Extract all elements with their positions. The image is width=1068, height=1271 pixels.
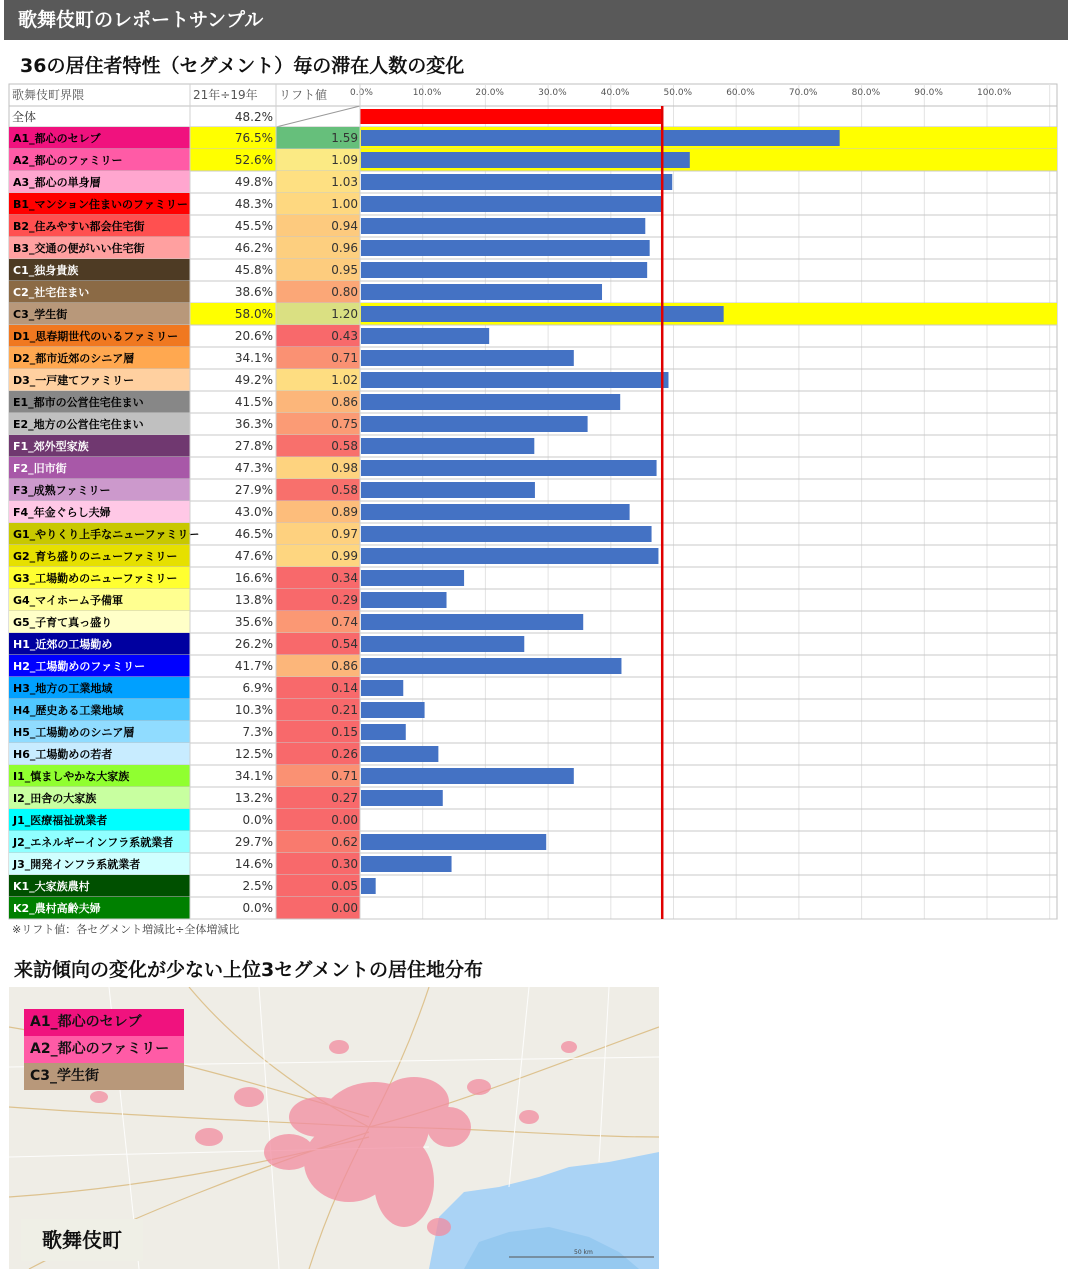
x-tick-label: 90.0%	[914, 88, 943, 98]
segment-lift: 0.43	[331, 329, 358, 343]
x-tick-label: 20.0%	[475, 88, 504, 98]
segment-name: I1_慎ましやかな大家族	[13, 770, 130, 783]
segment-ratio: 6.9%	[242, 681, 273, 695]
segment-name: D2_都市近郊のシニア層	[13, 352, 135, 365]
segment-bar	[361, 130, 840, 146]
segment-lift: 0.30	[331, 857, 358, 871]
segment-name: A2_都心のファミリー	[13, 154, 123, 167]
segment-bar	[361, 196, 663, 212]
segment-ratio: 36.3%	[234, 417, 273, 431]
segment-bar	[361, 240, 650, 256]
segment-name: F1_郊外型家族	[13, 440, 89, 453]
segment-lift: 0.86	[331, 659, 358, 673]
map-scale-label: 50 km	[574, 1249, 593, 1256]
segment-bar	[361, 746, 438, 762]
segment-name: A3_都心の単身層	[13, 176, 101, 189]
total-bar	[360, 109, 662, 124]
segment-lift: 0.05	[331, 879, 358, 893]
segment-bar	[361, 262, 647, 278]
report-title: 歌舞伎町のレポートサンプル	[18, 9, 264, 31]
segment-bar	[361, 152, 690, 168]
segment-name: H4_歴史ある工業地域	[13, 704, 124, 717]
segment-name: K2_農村高齢夫婦	[13, 902, 101, 915]
segment-lift: 0.62	[331, 835, 358, 849]
segment-ratio: 45.5%	[234, 219, 273, 233]
map-legend-item: A1_都心のセレブ	[24, 1009, 184, 1036]
segment-lift: 0.71	[331, 351, 358, 365]
segment-ratio: 43.0%	[234, 505, 273, 519]
segment-ratio: 29.7%	[234, 835, 273, 849]
segment-ratio: 47.3%	[234, 461, 273, 475]
segment-bar	[361, 878, 376, 894]
segment-name: G2_育ち盛りのニューファミリー	[13, 550, 178, 563]
section2-title: 来訪傾向の変化が少ない上位3セグメントの居住地分布	[14, 959, 484, 981]
segment-bar	[361, 394, 620, 410]
segment-bar	[361, 658, 621, 674]
segment-bar	[361, 460, 657, 476]
segment-lift: 0.21	[331, 703, 358, 717]
segment-lift: 0.00	[331, 813, 358, 827]
segment-ratio: 38.6%	[234, 285, 273, 299]
segment-bar	[361, 834, 546, 850]
segment-ratio: 76.5%	[234, 131, 273, 145]
segment-lift: 0.94	[331, 219, 358, 233]
segment-lift: 0.74	[331, 615, 358, 629]
x-tick-label: 80.0%	[851, 88, 881, 98]
segment-lift: 0.80	[331, 285, 358, 299]
segment-lift: 0.86	[331, 395, 358, 409]
segment-name: K1_大家族農村	[13, 880, 90, 893]
segment-name: B1_マンション住まいのファミリー	[13, 198, 188, 211]
segment-ratio: 52.6%	[234, 153, 273, 167]
segment-ratio: 12.5%	[234, 747, 273, 761]
x-tick-label: 10.0%	[412, 88, 442, 98]
segment-bar	[361, 724, 406, 740]
header-ratio: 21年÷19年	[193, 88, 258, 102]
segment-bar	[361, 614, 583, 630]
total-label: 全体	[12, 110, 37, 124]
lift-footnote: ※リフト値：各セグメント増減比÷全体増減比	[12, 923, 240, 936]
segment-ratio: 49.8%	[234, 175, 273, 189]
segment-ratio: 46.2%	[234, 241, 273, 255]
segment-lift: 0.97	[331, 527, 358, 541]
segment-ratio: 27.9%	[234, 483, 273, 497]
segment-bar	[361, 372, 668, 388]
segment-ratio: 14.6%	[234, 857, 273, 871]
segment-lift: 1.02	[331, 373, 358, 387]
segment-bar	[361, 174, 672, 190]
header-area: 歌舞伎町界隈	[12, 88, 85, 102]
segment-lift: 1.00	[331, 197, 358, 211]
segment-name: H1_近郊の工場勤め	[13, 638, 113, 651]
x-tick-label: 0.0%	[350, 88, 373, 98]
segment-bar	[361, 328, 489, 344]
segment-ratio: 20.6%	[234, 329, 273, 343]
segment-lift: 0.95	[331, 263, 358, 277]
segment-name: H3_地方の工業地域	[13, 682, 113, 695]
segment-name: H2_工場勤めのファミリー	[13, 660, 146, 673]
segment-ratio: 2.5%	[242, 879, 273, 893]
segment-ratio: 35.6%	[234, 615, 273, 629]
x-tick-label: 40.0%	[600, 88, 630, 98]
segment-ratio: 45.8%	[234, 263, 273, 277]
segment-name: D1_思春期世代のいるファミリー	[13, 330, 179, 343]
segment-ratio: 16.6%	[234, 571, 273, 585]
segment-lift: 0.58	[331, 439, 358, 453]
segment-ratio: 34.1%	[234, 769, 273, 783]
segment-name: J1_医療福祉就業者	[13, 814, 108, 827]
segment-name: G3_工場勤めのニューファミリー	[13, 572, 178, 585]
map-legend-item: A2_都心のファミリー	[24, 1036, 184, 1063]
segment-bar	[361, 504, 630, 520]
header-lift: リフト値	[279, 88, 328, 102]
segment-ratio: 13.8%	[234, 593, 273, 607]
segment-bar	[361, 790, 443, 806]
segment-lift: 1.59	[331, 131, 358, 145]
segment-bar	[361, 768, 574, 784]
segment-bar	[361, 526, 652, 542]
x-tick-label: 70.0%	[788, 88, 818, 98]
segment-ratio: 48.3%	[234, 197, 273, 211]
segment-lift: 0.98	[331, 461, 358, 475]
segment-name: B3_交通の便がいい住宅街	[13, 242, 145, 255]
segment-bar	[361, 680, 403, 696]
segment-lift: 0.15	[331, 725, 358, 739]
x-tick-label: 100.0%	[977, 88, 1012, 98]
segment-lift: 0.00	[331, 901, 358, 915]
x-tick-label: 60.0%	[726, 88, 755, 98]
segment-name: D3_一戸建てファミリー	[13, 374, 135, 387]
segment-name: C1_独身貴族	[13, 264, 79, 277]
segment-ratio: 34.1%	[234, 351, 273, 365]
map-legend-item: C3_学生街	[24, 1063, 184, 1090]
segment-bar	[361, 592, 447, 608]
segment-ratio: 46.5%	[234, 527, 273, 541]
segment-lift: 0.58	[331, 483, 358, 497]
segment-ratio: 13.2%	[234, 791, 273, 805]
segment-ratio: 58.0%	[234, 307, 273, 321]
segment-name: G4_マイホーム予備軍	[13, 594, 123, 607]
segment-name: A1_都心のセレブ	[13, 132, 101, 145]
segment-ratio: 47.6%	[234, 549, 273, 563]
segment-ratio: 27.8%	[234, 439, 273, 453]
segment-ratio: 0.0%	[242, 813, 273, 827]
segment-lift: 0.54	[331, 637, 358, 651]
segment-bar	[361, 636, 524, 652]
segment-bar	[361, 350, 574, 366]
segment-lift: 1.20	[331, 307, 358, 321]
segment-lift: 0.75	[331, 417, 358, 431]
segment-lift: 0.71	[331, 769, 358, 783]
segment-name: H5_工場勤めのシニア層	[13, 726, 135, 739]
segment-lift: 0.14	[331, 681, 358, 695]
segment-name: E1_都市の公営住宅住まい	[13, 396, 144, 409]
segment-lift: 0.96	[331, 241, 358, 255]
segment-ratio: 41.5%	[234, 395, 273, 409]
segment-lift: 0.26	[331, 747, 358, 761]
residence-map	[9, 987, 659, 1269]
segment-lift: 0.34	[331, 571, 358, 585]
section1-title: 36の居住者特性（セグメント）毎の滞在人数の変化	[20, 55, 465, 77]
segment-name: B2_住みやすい都会住宅街	[13, 220, 145, 233]
segment-lift: 0.99	[331, 549, 358, 563]
segment-name: I2_田舎の大家族	[13, 792, 97, 805]
segment-ratio: 7.3%	[242, 725, 273, 739]
segment-bar	[361, 548, 658, 564]
segment-name: F4_年金ぐらし夫婦	[13, 506, 111, 519]
segment-name: G1_やりくり上手なニューファミリー	[13, 528, 200, 541]
segment-name: J3_開発インフラ系就業者	[13, 858, 141, 871]
segment-lift: 1.03	[331, 175, 358, 189]
segment-bar	[361, 218, 645, 234]
segment-name: F3_成熟ファミリー	[13, 484, 111, 497]
segment-lift: 0.27	[331, 791, 358, 805]
segment-lift: 1.09	[331, 153, 358, 167]
segment-ratio: 49.2%	[234, 373, 273, 387]
segment-lift: 0.89	[331, 505, 358, 519]
segment-name: E2_地方の公営住宅住まい	[13, 418, 144, 431]
segment-bar	[361, 438, 534, 454]
x-tick-label: 50.0%	[663, 88, 693, 98]
segment-bar	[361, 482, 535, 498]
segment-name: C3_学生街	[13, 308, 68, 321]
segment-name: F2_旧市街	[13, 462, 67, 475]
segment-ratio: 41.7%	[234, 659, 273, 673]
segment-lift: 0.29	[331, 593, 358, 607]
segment-name: J2_エネルギーインフラ系就業者	[13, 836, 174, 849]
total-ratio: 48.2%	[234, 110, 273, 124]
segment-bar	[361, 702, 425, 718]
segment-bar	[361, 856, 452, 872]
segment-bar	[361, 570, 464, 586]
segment-name: G5_子育て真っ盛り	[13, 616, 113, 629]
segment-ratio: 26.2%	[234, 637, 273, 651]
segment-ratio: 0.0%	[242, 901, 273, 915]
segment-name: H6_工場勤めの若者	[13, 748, 113, 761]
segment-name: C2_社宅住まい	[13, 286, 90, 299]
map-area-label: 歌舞伎町	[21, 1219, 143, 1261]
segment-bar	[361, 416, 588, 432]
x-tick-label: 30.0%	[538, 88, 567, 98]
segment-bar	[361, 284, 602, 300]
segment-ratio: 10.3%	[234, 703, 273, 717]
segment-bar	[361, 306, 724, 322]
